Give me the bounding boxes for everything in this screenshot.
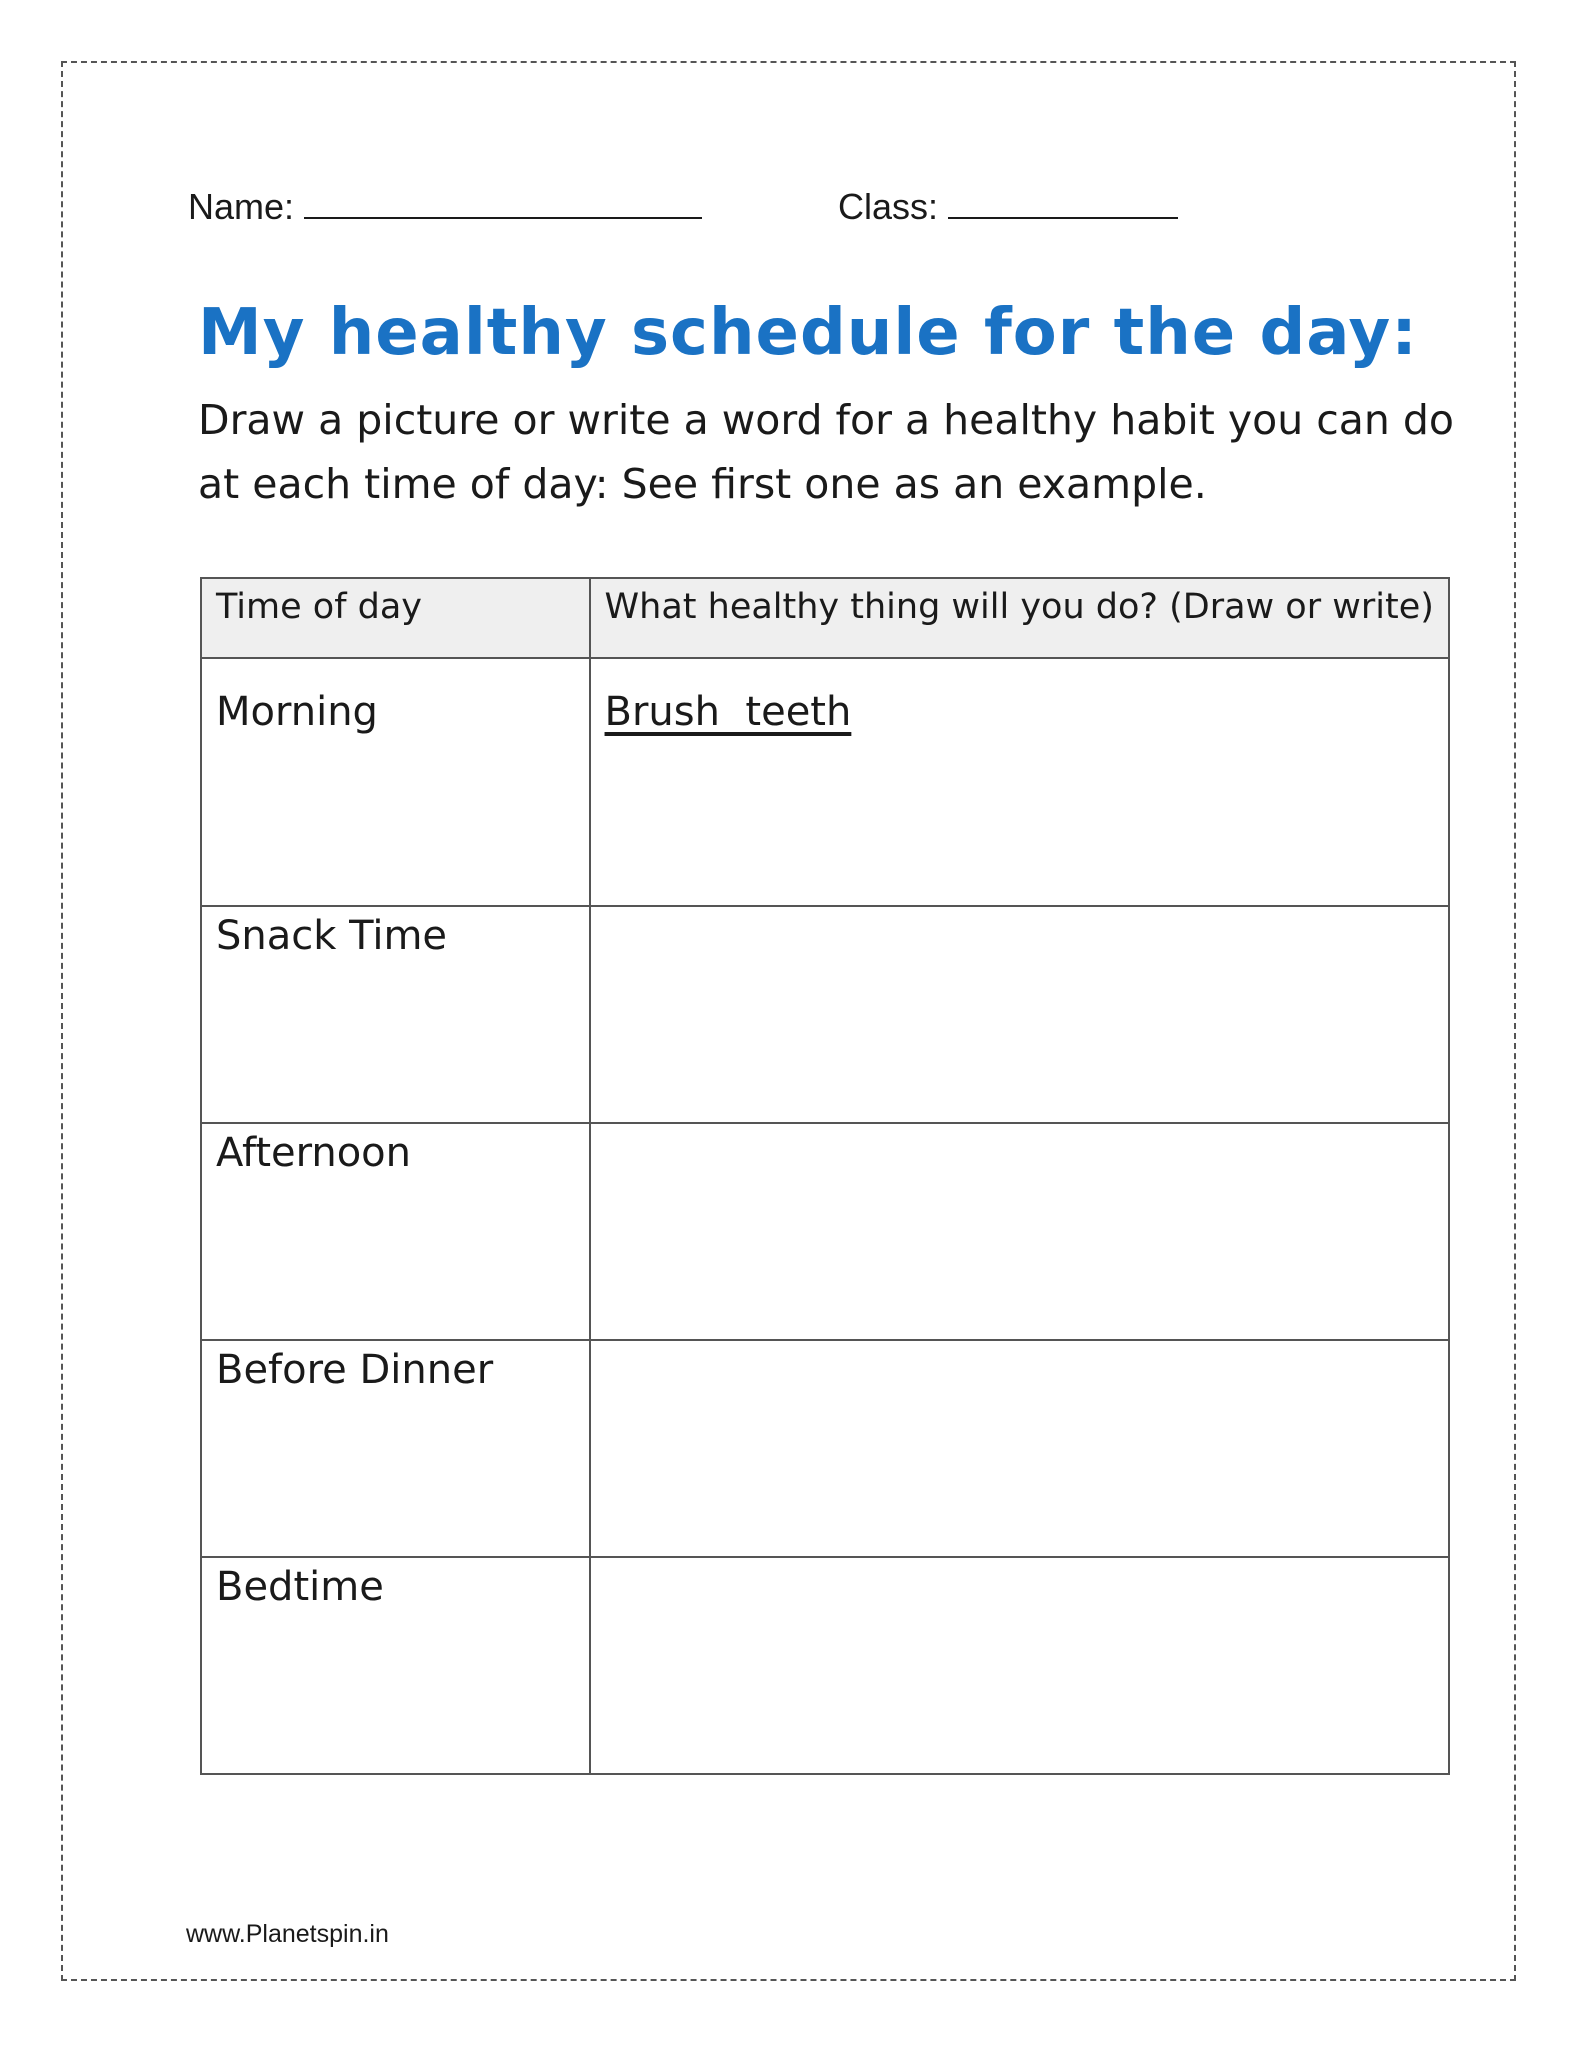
time-cell: Afternoon — [201, 1123, 590, 1340]
time-cell: Morning — [201, 658, 590, 906]
table-row — [201, 658, 1449, 906]
table-header-row — [201, 578, 1449, 658]
name-blank-line[interactable] — [304, 187, 702, 219]
header-healthy-thing: What healthy thing will you do? (Draw or write) — [590, 578, 1449, 658]
class-label: Class: — [838, 186, 939, 227]
table-row — [201, 906, 1449, 1123]
example-answer: Brush teeth — [604, 689, 852, 735]
activity-cell[interactable] — [590, 906, 1449, 1123]
table-row — [201, 1340, 1449, 1557]
time-cell: Snack Time — [201, 906, 590, 1123]
name-label: Name: — [188, 186, 295, 227]
footer-website: www.Planetspin.in — [186, 1920, 389, 1948]
schedule-table — [200, 577, 1450, 1775]
activity-cell[interactable] — [590, 1557, 1449, 1774]
activity-cell[interactable] — [590, 658, 1449, 906]
activity-cell[interactable] — [590, 1340, 1449, 1557]
class-blank-line[interactable] — [948, 187, 1178, 219]
name-field — [188, 186, 702, 228]
worksheet-title: My healthy schedule for the day: — [198, 296, 1418, 370]
instructions-text: Draw a picture or write a word for a healthy habit you can do at each time of day: See first one as an example. — [198, 396, 1455, 508]
class-field — [838, 186, 1178, 228]
time-cell: Before Dinner — [201, 1340, 590, 1557]
table-row — [201, 1123, 1449, 1340]
header-time-of-day: Time of day — [201, 578, 590, 658]
table-row — [201, 1557, 1449, 1774]
time-cell: Bedtime — [201, 1557, 590, 1774]
activity-cell[interactable] — [590, 1123, 1449, 1340]
